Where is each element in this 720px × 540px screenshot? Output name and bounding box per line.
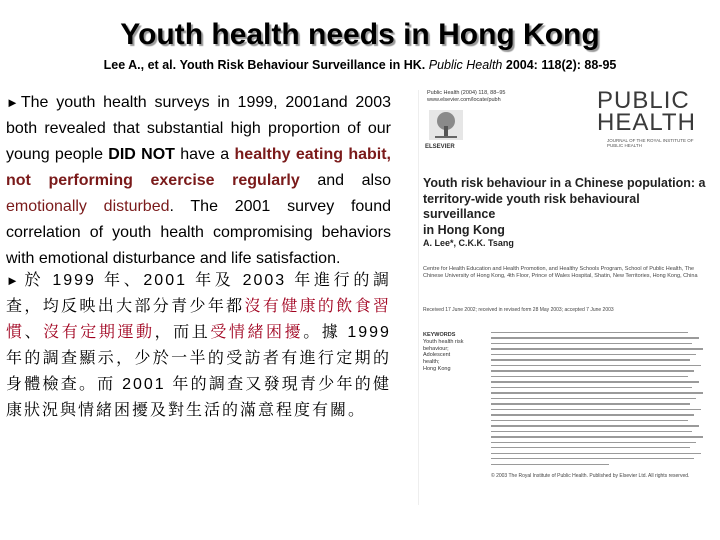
journal-ref-line: www.elsevier.com/locate/pubh: [427, 97, 501, 103]
summary-text-line: [491, 464, 609, 465]
summary-text-line: [491, 431, 692, 432]
arrow-bullet-icon: ►: [6, 273, 21, 288]
summary-text-line: [491, 337, 699, 338]
citation: [0, 58, 720, 72]
en-and-also: and also: [317, 172, 391, 189]
summary-text-line: [491, 442, 696, 443]
summary-text-line: [491, 403, 690, 404]
en-line-survey: 2001 survey found correlation of youth health: [6, 198, 391, 241]
elsevier-tree-icon: [429, 110, 463, 140]
summary-text-line: [491, 398, 696, 399]
keyword: Adolescent: [423, 352, 451, 359]
summary-text-line: [491, 359, 690, 360]
article-title-line: territory-wide youth risk behavioural surveillance: [423, 191, 640, 221]
keyword: behaviour;: [423, 345, 449, 352]
summary-text-line: [491, 409, 701, 410]
summary-text-line: [491, 436, 703, 437]
summary-text-line: [491, 365, 701, 366]
journal-logo: [597, 87, 705, 136]
zh-seg-1: 於 1999 年、2001 年及 2003 年進行的調查，均反映出大部分青少年都: [6, 272, 391, 315]
zh-no-healthy-eating: 沒有健康的飲食習慣: [6, 298, 391, 341]
article-title-line: Youth risk behaviour in a Chinese population: a: [423, 176, 706, 190]
summary-text-line: [491, 343, 692, 344]
summary-text-line: [491, 425, 699, 426]
slide-title: Youth health needs in Hong Kong: [120, 18, 600, 51]
zh-emotional-disturbance: 受情緒困擾: [210, 324, 304, 341]
en-line-disturbance: disturbance and life satisfaction.: [112, 250, 341, 267]
summary-text-line: [491, 453, 701, 454]
summary-text-line: [491, 354, 696, 355]
en-did-not: DID NOT: [108, 146, 175, 163]
english-paragraph: [6, 90, 391, 272]
article-title: [423, 176, 707, 238]
keywords-label: KEYWORDS: [423, 332, 456, 338]
summary-text-line: [491, 414, 694, 415]
zh-seg-and: ，而且: [154, 324, 211, 341]
summary-text-line: [491, 420, 688, 421]
keyword: Youth health risk: [423, 338, 464, 345]
summary-text-line: [491, 392, 703, 393]
summary-text-line: [491, 381, 699, 382]
citation-journal: Public Health: [428, 58, 503, 72]
summary-text-line: [491, 370, 694, 371]
journal-ref-line: Public Health (2004) 118, 88–95: [427, 90, 506, 96]
en-healthy-eating: healthy eating habit, not performing exercise: [6, 146, 391, 189]
en-line-2: 2003 both revealed that substantial high: [6, 94, 391, 137]
keywords-box: [423, 332, 485, 373]
arrow-bullet-icon: ►: [6, 95, 19, 110]
en-emotionally-disturbed: emotionally disturbed: [6, 198, 170, 215]
summary-text-line: [491, 458, 694, 459]
en-have-a: have a: [180, 146, 230, 163]
article-title-line: in Hong Kong: [423, 222, 505, 237]
summary-text-line: [491, 376, 688, 377]
journal-logo-subtitle: JOURNAL OF THE ROYAL INSTITUTE OF PUBLIC HEALTH: [607, 138, 694, 148]
journal-logo-line: HEALTH: [597, 109, 696, 136]
article-summary-text: [491, 332, 705, 482]
summary-text-line: [491, 387, 692, 388]
chinese-paragraph: [6, 268, 391, 424]
journal-reference: [427, 90, 505, 104]
summary-text-line: [491, 332, 688, 333]
citation-year-volume: 2004: 118(2): 88-95: [505, 58, 617, 72]
zh-seg-comma: 、: [24, 324, 44, 341]
citation-paper-title: Youth Risk Behaviour Surveillance in HK.: [179, 58, 426, 72]
journal-article-image: [418, 87, 707, 505]
zh-seg-rest: 。據 1999 年的調查顯示，少於一半的受訪者有進行定期的身體檢查。而 2001 年的調查又發現青少年的健康狀況與情緒困擾及對生活的滿意程度有關。: [6, 324, 391, 419]
summary-text-line: [491, 447, 690, 448]
citation-authors: Lee A., et al.: [103, 58, 177, 72]
summary-text-line: [491, 348, 703, 349]
article-received-dates: Received 17 June 2002; received in revised form 28 May 2003; accepted 7 June 2003: [423, 307, 614, 313]
en-line-compromising: compromising behaviors with emotional: [6, 224, 392, 267]
article-affiliation: Centre for Health Education and Health Promotion, and Healthy Schools Program, School of Public Health, The Chinese University of Hong Kong, 4th Floor, Prince of Wales Hospital, Shatin, New Territories, Hong Kong, China: [423, 266, 698, 279]
publisher-name: ELSEVIER: [425, 144, 455, 150]
zh-no-exercise: 沒有定期運動: [43, 324, 155, 341]
en-the: . The: [169, 198, 218, 215]
article-authors: A. Lee*, C.K.K. Tsang: [423, 238, 514, 248]
journal-logo-line: PUBLIC: [597, 87, 690, 114]
keyword: health;: [423, 359, 440, 366]
en-line-1: The youth health surveys in 1999, 2001and: [20, 94, 348, 111]
en-line-3: proportion of our young people: [6, 120, 391, 163]
keyword: Hong Kong: [423, 365, 451, 372]
en-regularly: regularly: [232, 172, 300, 189]
article-copyright: © 2003 The Royal Institute of Public Health. Published by Elsevier Ltd. All rights reserved.: [491, 473, 690, 479]
